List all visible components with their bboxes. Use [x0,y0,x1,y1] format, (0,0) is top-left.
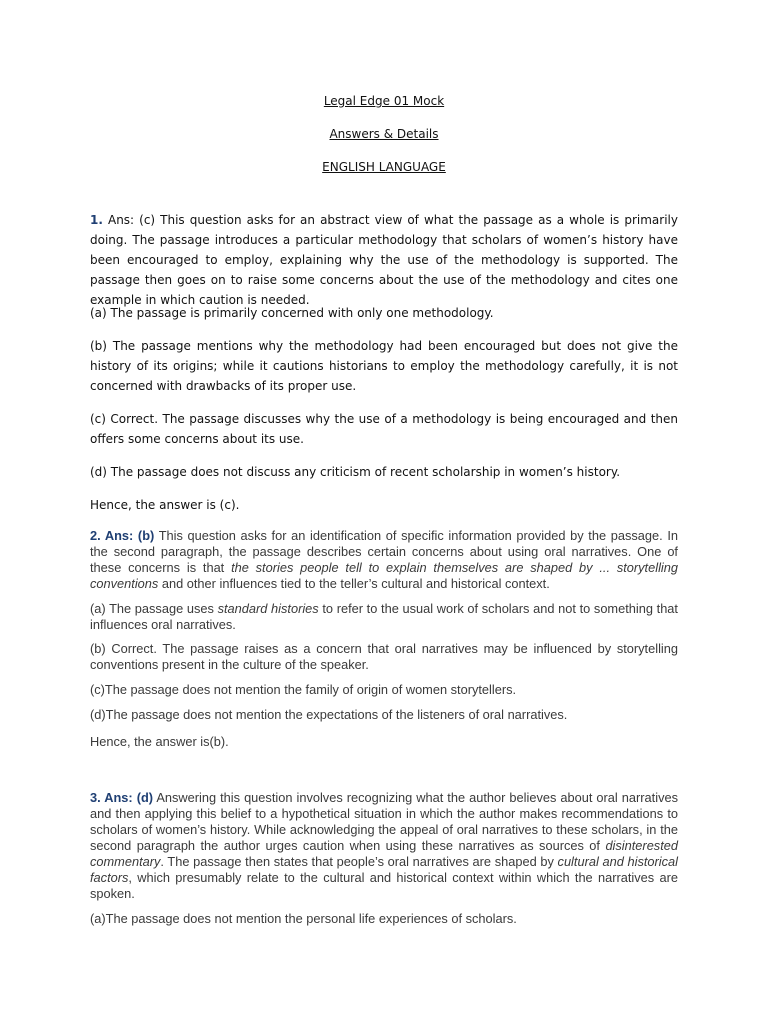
q3-option-a: (a)The passage does not mention the personal life experiences of scholars. [90,911,517,926]
section-heading: ENGLISH LANGUAGE [322,160,446,174]
q2-option-b: (b) Correct. The passage raises as a concern that oral narratives may be influenced by storytelling conventions present in the culture of the speaker. [90,641,678,672]
q1-option-a: (a) The passage is primarily concerned with only one methodology. [90,306,494,320]
q2-option-d: (d)The passage does not mention the expectations of the listeners of oral narratives. [90,707,568,722]
q2-answer: Hence, the answer is(b). [90,734,229,749]
q1-answer: Hence, the answer is (c). [90,498,240,512]
q2-option-c: (c)The passage does not mention the family of origin of women storytellers. [90,682,517,697]
doc-subtitle: Answers & Details [329,127,439,141]
q3-intro: 3. Ans: (d) Answering this question involves recognizing what the author believes about oral narratives and then applying this belief to a hypothetical situation in which the author makes recommendations to scholars of women’s history. While acknowledging the appeal of oral narratives to these scholars, in the second paragraph the author urges caution when using these narratives as sources of disinterested commentary. The passage then states that people’s oral narratives are shaped by cultural and historical factors, which presumably relate to the cultural and historical context within which the narratives are spoken. [90,790,678,901]
q1-option-d: (d) The passage does not discuss any criticism of recent scholarship in women’s history. [90,465,621,479]
q1-option-b: (b) The passage mentions why the methodology had been encouraged but does not give the history of its origins; while it cautions historians to employ the methodology carefully, it is not concerned with drawbacks of its proper use. [90,339,678,393]
q2-option-a: (a) The passage uses standard histories to refer to the usual work of scholars and not to something that influences oral narratives. [90,601,678,632]
q2-number: 2. Ans: (b) [90,528,155,543]
q1-number: 1. [90,213,103,227]
q1-intro: 1. Ans: (c) This question asks for an abstract view of what the passage as a whole is primarily doing. The passage introduces a particular methodology that scholars of women’s history have been encouraged to employ, explaining why the use of the methodology is supported. The passage then goes on to raise some concerns about the use of the methodology and cites one example in which caution is needed. [90,213,678,307]
q1-option-c: (c) Correct. The passage discusses why the use of a methodology is being encouraged and then offers some concerns about its use. [90,412,678,446]
doc-title: Legal Edge 01 Mock [323,94,445,108]
q2-intro: 2. Ans: (b) This question asks for an identification of specific information provided by the passage. In the second paragraph, the passage describes certain concerns about using oral narratives. One of these concerns is that the stories people tell to explain themselves are shaped by ... storytelling conventions and other influences tied to the teller’s cultural and historical context. [90,528,678,591]
q3-number: 3. Ans: (d) [90,790,154,805]
